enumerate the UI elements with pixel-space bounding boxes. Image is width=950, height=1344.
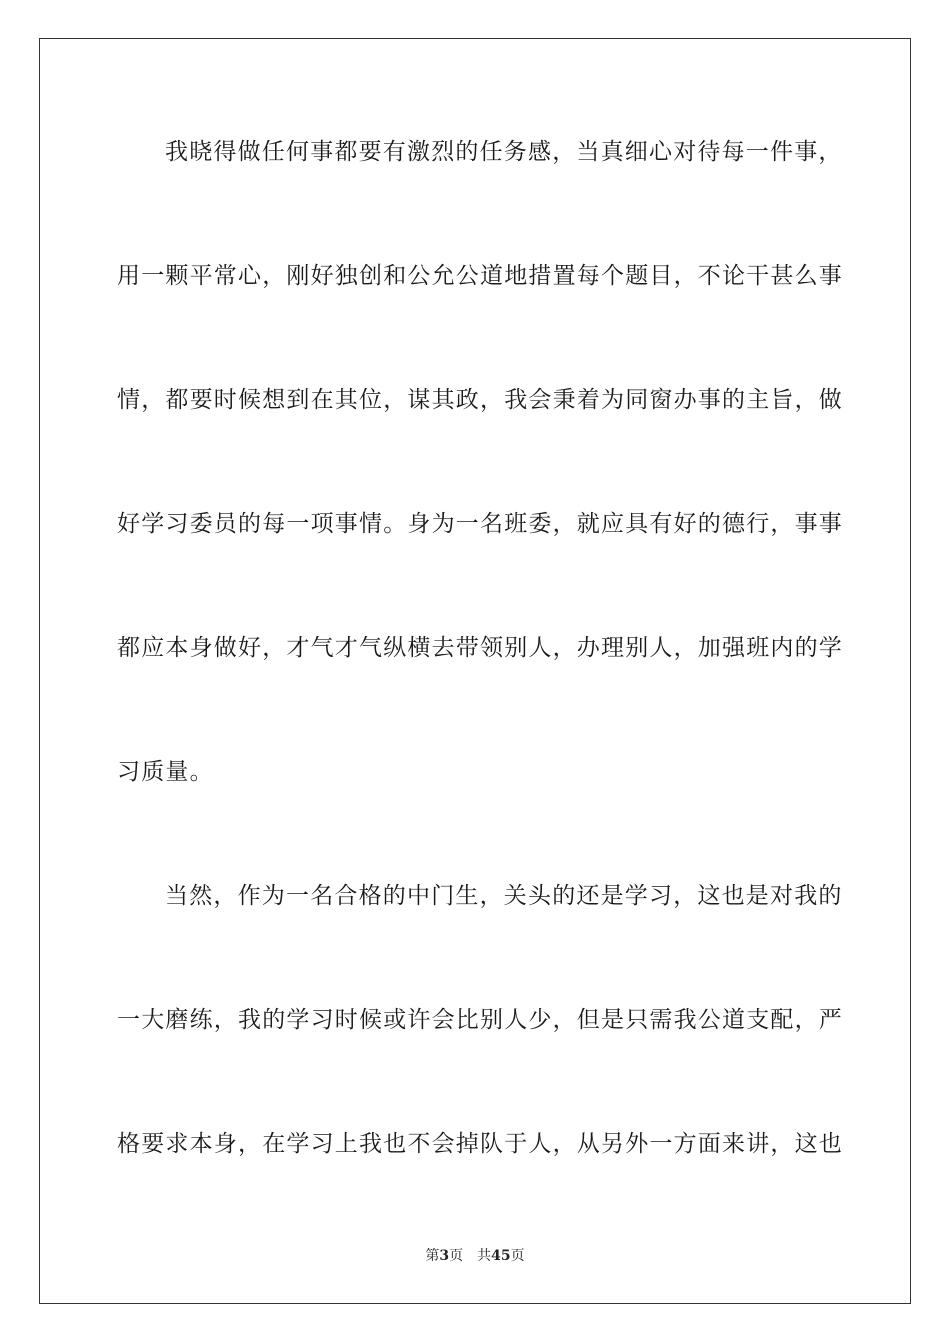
page-footer bbox=[0, 1246, 950, 1266]
body-line-1: 我晓得做任何事都要有激烈的任务感，当真细心对待每一件事， bbox=[165, 139, 843, 165]
body-line-5: 都应本身做好，才气才气纵横去带领别人，办理别人，加强班内的学 bbox=[117, 635, 843, 661]
body-line-6: 习质量。 bbox=[117, 759, 214, 785]
body-line-3: 情，都要时候想到在其位，谋其政，我会秉着为同窗办事的主旨，做 bbox=[117, 387, 843, 413]
total-prefix: 共 bbox=[477, 1248, 492, 1264]
body-line-7: 当然，作为一名合格的中门生，关头的还是学习，这也是对我的 bbox=[165, 883, 843, 909]
total-suffix: 页 bbox=[510, 1248, 525, 1264]
total-pages: 45 bbox=[491, 1248, 511, 1264]
body-line-9: 格要求本身，在学习上我也不会掉队于人，从另外一方面来讲，这也 bbox=[117, 1131, 843, 1157]
body-line-8: 一大磨练，我的学习时候或许会比别人少，但是只需我公道支配，严 bbox=[117, 1007, 843, 1033]
body-line-2: 用一颗平常心，刚好独创和公允公道地措置每个题目，不论干甚么事 bbox=[117, 263, 843, 289]
page-prefix: 第 bbox=[425, 1248, 440, 1264]
page-number: 3 bbox=[439, 1248, 450, 1264]
page-suffix: 页 bbox=[449, 1248, 464, 1264]
page-border bbox=[39, 38, 911, 1304]
body-line-4: 好学习委员的每一项事情。身为一名班委，就应具有好的德行，事事 bbox=[117, 511, 843, 537]
